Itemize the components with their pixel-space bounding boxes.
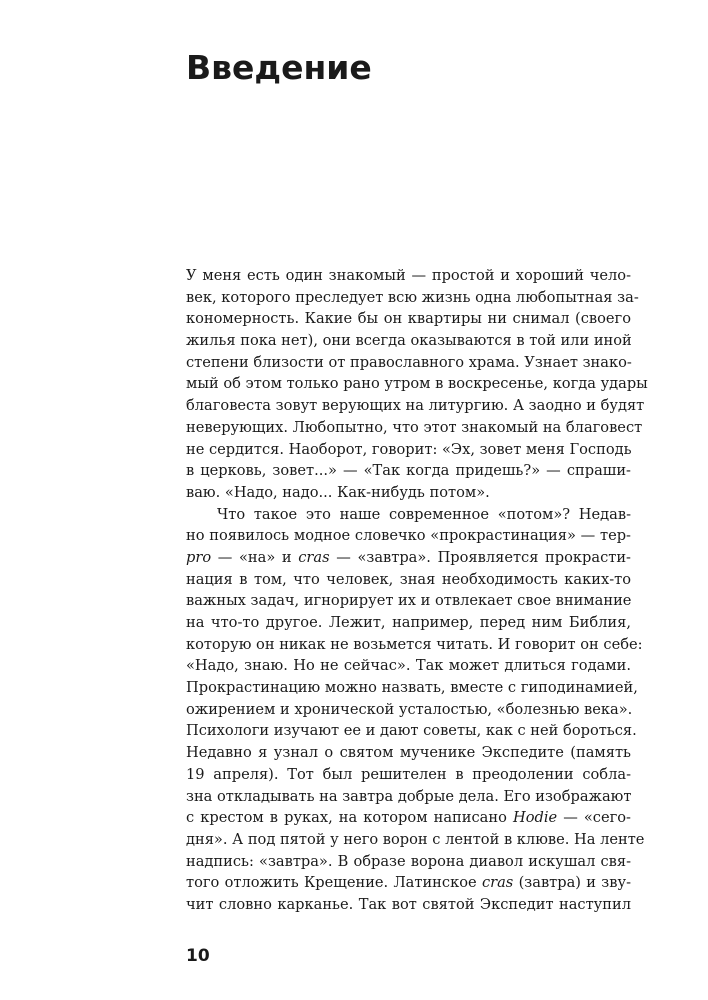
- text-line: нация в том, что человек, зная необходимость каких-то: [186, 570, 631, 588]
- text-line: pro — «на» и cras — «завтра». Проявляется прокрасти-: [186, 548, 631, 566]
- text-line: век, которого преследует всю жизнь одна любопытная за-: [186, 288, 639, 306]
- text-line: «Надо, знаю. Но не сейчас». Так может длиться годами.: [186, 657, 631, 675]
- text-line: зна откладывать на завтра добрые дела. Его изображают: [186, 787, 632, 805]
- text-line: благовеста зовут верующих на литургию. А заодно и будят: [186, 397, 645, 415]
- text-line: кономерность. Какие бы он квартиры ни снимал (своего: [186, 310, 631, 328]
- chapter-title: Введение: [186, 48, 372, 87]
- text-line: Что такое это наше современное «потом»? Недав-: [217, 505, 631, 523]
- text-line: Недавно я узнал о святом мученике Экспедите (память: [186, 744, 631, 762]
- text-line: на что-то другое. Лежит, например, перед ним Библия,: [186, 614, 631, 631]
- text-line: надпись: «завтра». В образе ворона диавол искушал свя-: [186, 852, 631, 870]
- text-line: Прокрастинацию можно назвать, вместе с гиподинамией,: [186, 679, 638, 697]
- text-line: У меня есть один знакомый — простой и хороший чело-: [186, 267, 631, 284]
- text-line: степени близости от православного храма. Узнает знако-: [186, 353, 632, 371]
- text-line: неверующих. Любопытно, что этот знакомый на благовест: [186, 418, 643, 436]
- text-line: 19 апреля). Тот был решителен в преодолении собла-: [186, 765, 631, 783]
- italic-term: pro: [186, 548, 212, 566]
- text-line: важных задач, игнорирует их и отвлекает свое внимание: [186, 592, 632, 610]
- text-line: в церковь, зовет...» — «Так когда придешь?» — спраши-: [186, 462, 631, 480]
- page-number: 10: [186, 946, 210, 966]
- text-line: ваю. «Надо, надо... Как-нибудь потом».: [186, 483, 490, 501]
- text-line: ожирением и хронической усталостью, «болезнью века».: [186, 700, 633, 718]
- text-line: которую он никак не возьмется читать. И говорит он себе:: [186, 635, 643, 653]
- text-line: чит словно карканье. Так вот святой Экспедит наступил: [186, 895, 631, 913]
- text-line: не сердится. Наоборот, говорит: «Эх, зовет меня Господь: [186, 440, 632, 458]
- text-line: Психологи изучают ее и дают советы, как с ней бороться.: [186, 722, 637, 740]
- text-line: того отложить Крещение. Латинское cras (завтра) и зву-: [186, 874, 632, 892]
- text-line: жилья пока нет), они всегда оказываются в той или иной: [186, 332, 632, 350]
- italic-term: cras: [481, 874, 514, 892]
- text-line: с крестом в руках, на котором написано Hodie — «сего-: [186, 809, 631, 827]
- italic-term: Hodie: [512, 809, 558, 827]
- italic-term: cras: [298, 548, 330, 566]
- text-line: дня». А под пятой у него ворон с лентой в клюве. На ленте: [186, 830, 645, 848]
- text-line: мый об этом только рано утром в воскресенье, когда удары: [186, 375, 648, 393]
- body-text: [186, 265, 648, 916]
- text-line: но появилось модное словечко «прокрастинация» — тер-: [186, 527, 631, 545]
